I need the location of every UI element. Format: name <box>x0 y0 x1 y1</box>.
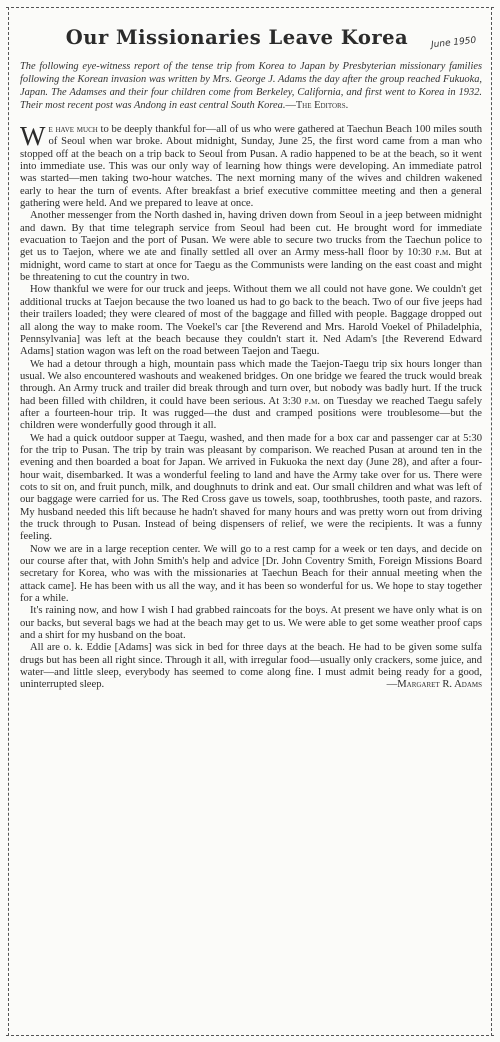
intro-text: The following eye-witness report of the tense trip from Korea to Japan by Presbyterian missionary families following the Korean invasion was written by Mrs. George J. Adams the day after the group reached Fukuoka, Japan. The Adamses and their four children come from Berkeley, California, and first went to Korea in 1932. Their most recent post was Andong in east central South Korea. <box>20 61 482 111</box>
paragraph-2-text-a: Another messenger from the North dashed in, having driven down from Seoul in a jeep between midnight and dawn. By that time telegraph service from Seoul had been cut. He brought word for immediate evacuation to Taejon and the port of Pusan. We were able to secure two trucks from the Taechun police to get us to Taejon, where we ate and finally settled all over an Army mess-hall floor by 10:30 <box>20 210 482 259</box>
paragraph-4 <box>20 359 482 433</box>
paragraph-8 <box>20 642 482 691</box>
paragraph-1 <box>20 121 482 210</box>
author-signature: —Margaret R. Adams <box>386 679 482 691</box>
editor-intro <box>20 60 482 112</box>
handwritten-date-note: June 1950 <box>430 35 477 51</box>
paragraph-6: Now we are in a large reception center. We will go to a rest camp for a week or ten days, and decide on our course after that, with John Smith's help and advice [Dr. John Coventry Smith, Foreign Missions Board secretary for Korea, who was with the missionaries at Taechun Beach for their annual meeting when the attack came]. He has been with us all the way, and it has been so wonderful for us. We hope to stay together for a while. <box>20 543 482 605</box>
paragraph-4-text-a: We had a detour through a high, mountain pass which made the Taejon-Taegu trip six hours longer than usual. We also encountered washouts and weakened bridges. On one bridge we feared the truck would break through. An Army truck and trailer did break through and turn over, but nobody was badly hurt. If the truck had been filled with children, it could have been serious. At 3:30 <box>20 358 482 407</box>
intro-signoff: —The Editors. <box>285 100 349 111</box>
time-pm: p.m. <box>435 247 451 259</box>
drop-cap: W <box>20 121 46 151</box>
page-border-right <box>491 7 492 1036</box>
article <box>20 26 482 692</box>
page-border-bottom <box>6 1035 494 1036</box>
paragraph-4-text-b: on Tuesday we reached Taegu safely after a fourteen-hour trip. It was rugged—the dust and cramped positions were troublesome—but the children were wonderfully good through it all. <box>20 395 482 432</box>
paragraph-7: It's raining now, and how I wish I had grabbed raincoats for the boys. At present we have only what is on our backs, but several bags we had at the beach may get to us. We were able to get some weather proof caps and a shirt for my husband on the boat. <box>20 605 482 642</box>
paragraph-2-text-b: But at midnight, word came to start at once for Taegu as the Communists were landing on the east coast and might be threatening to cut the country in two. <box>20 247 482 284</box>
paragraph-8-text: All are o. k. Eddie [Adams] was sick in bed for three days at the beach. He had to be given some sulfa drugs but has been all right since. Through it all, with irregular food—usually only crackers, some juice, and water—and little sleep, everybody has seemed to come along fine. I must admit being ready for a good, uninterrupted sleep. <box>20 642 482 691</box>
page-border-top <box>6 7 494 8</box>
article-title: Our Missionaries Leave Korea <box>65 26 409 49</box>
paragraph-3: How thankful we were for our truck and jeeps. Without them we all could not have gone. We couldn't get additional trucks at Taejon because the two loaned us had to go back to the beach. Two of our five jeeps had their trailers loaded; they were cleared of most of the baggage and filled with people. Baggage dropped out all along the way to make room. The Voekel's car [the Reverend and Mrs. Harold Voekel of Philadelphia, Pennsylvania] was left at the beach because they couldn't start it. Ned Adam's [the Reverend Edward Adams] station wagon was left on the road between Taejon and Taegu. <box>20 284 482 358</box>
paragraph-5: We had a quick outdoor supper at Taegu, washed, and then made for a box car and passenger car at 5:30 for the trip to Pusan. The trip by train was pleasant by comparison. We reached Pusan at around ten in the evening and then boarded a boat for Japan. We arrived in Fukuoka the next day (June 28), and after a four-hour wait, disembarked. It was a wonderful feeling to land and have the Army take over for us. There were cots to sit on, and fruit punch, milk, and doughnuts to drink and eat. Our small children and what was left of our baggage were carried for us. The Red Cross gave us towels, soap, toothbrushes, tooth paste, and razors. My husband needed this lift because he hadn't shaved for many hours and was pretty worn out from driving the truck through to Pusan. Instead of being dispensers of relief, we were the recipients. It was a funny feeling. <box>20 432 482 543</box>
opening-words: e have much <box>48 124 98 135</box>
article-body <box>20 121 482 692</box>
paragraph-1-text: to be deeply thankful for—all of us who were gathered at Taechun Beach 100 miles south of Seoul when war broke. About midnight, Sunday, June 25, the first word came from a man who stopped off at the beach on a trip back to Seoul from Pusan. A radio happened to be at the beach, so it went into immediate use. This was our only way of learning how things were developing. An immediate patrol was started—men taking two-hour watches. The next morning many of the wives and children wakened early to hear the turn of events. After breakfast a brief executive committee meeting and then a general gathering were held. And we prepared to leave at once. <box>20 124 482 210</box>
paragraph-2 <box>20 210 482 284</box>
page-border-left <box>8 7 9 1036</box>
time-pm: p.m. <box>304 395 321 407</box>
title-row <box>20 26 482 60</box>
